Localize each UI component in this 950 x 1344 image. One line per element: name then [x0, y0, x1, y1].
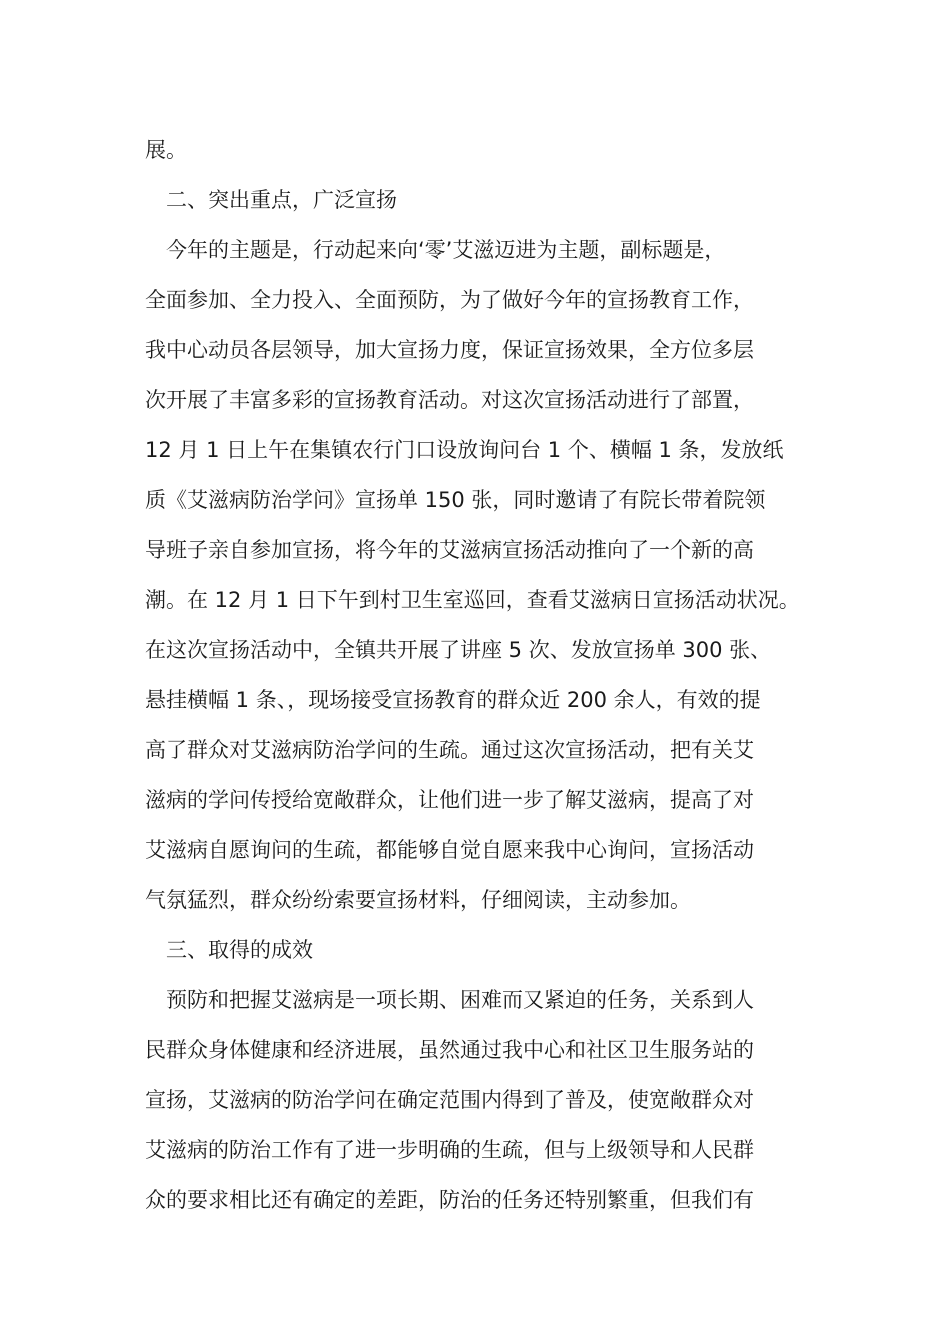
- text-line: 12 月 1 日上午在集镇农行门口设放询问台 1 个、横幅 1 条，发放纸: [145, 438, 784, 462]
- text-line: 高了群众对艾滋病防治学问的生疏。通过这次宣扬活动，把有关艾: [145, 738, 754, 762]
- text-line: 潮。在 12 月 1 日下午到村卫生室巡回，查看艾滋病日宣扬活动状况。: [145, 588, 800, 612]
- section-heading: 二、突出重点，广泛宣扬: [166, 188, 397, 212]
- text-line: 众的要求相比还有确定的差距，防治的任务还特别繁重，但我们有: [145, 1188, 754, 1212]
- text-line: 民群众身体健康和经济进展，虽然通过我中心和社区卫生服务站的: [145, 1038, 754, 1062]
- text-line: 艾滋病自愿询问的生疏，都能够自觉自愿来我中心询问，宣扬活动: [145, 838, 754, 862]
- paragraph-first-line: 预防和把握艾滋病是一项长期、困难而又紧迫的任务，关系到人: [166, 988, 754, 1012]
- text-line: 宣扬，艾滋病的防治学问在确定范围内得到了普及，使宽敞群众对: [145, 1088, 754, 1112]
- text-line: 我中心动员各层领导，加大宣扬力度，保证宣扬效果，全方位多层: [145, 338, 754, 362]
- text-line: 在这次宣扬活动中，全镇共开展了讲座 5 次、发放宣扬单 300 张、: [145, 638, 772, 662]
- text-line: 次开展了丰富多彩的宣扬教育活动。对这次宣扬活动进行了部置，: [145, 388, 754, 412]
- text-line: 质《艾滋病防治学问》宣扬单 150 张，同时邀请了有院长带着院领: [145, 488, 766, 512]
- text-line: 悬挂横幅 1 条、，现场接受宣扬教育的群众近 200 余人，有效的提: [145, 688, 761, 712]
- text-line: 艾滋病的防治工作有了进一步明确的生疏，但与上级领导和人民群: [145, 1138, 754, 1162]
- text-line: 滋病的学问传授给宽敞群众，让他们进一步了解艾滋病，提高了对: [145, 788, 754, 812]
- text-line: 展。: [145, 138, 187, 162]
- text-line: 气氛猛烈，群众纷纷索要宣扬材料，仔细阅读，主动参加。: [145, 888, 691, 912]
- text-line: 全面参加、全力投入、全面预防，为了做好今年的宣扬教育工作，: [145, 288, 754, 312]
- section-heading: 三、取得的成效: [166, 938, 313, 962]
- text-line: 导班子亲自参加宣扬，将今年的艾滋病宣扬活动推向了一个新的高: [145, 538, 754, 562]
- paragraph-first-line: 今年的主题是，行动起来向‘零’艾滋迈进为主题，副标题是，: [166, 238, 726, 262]
